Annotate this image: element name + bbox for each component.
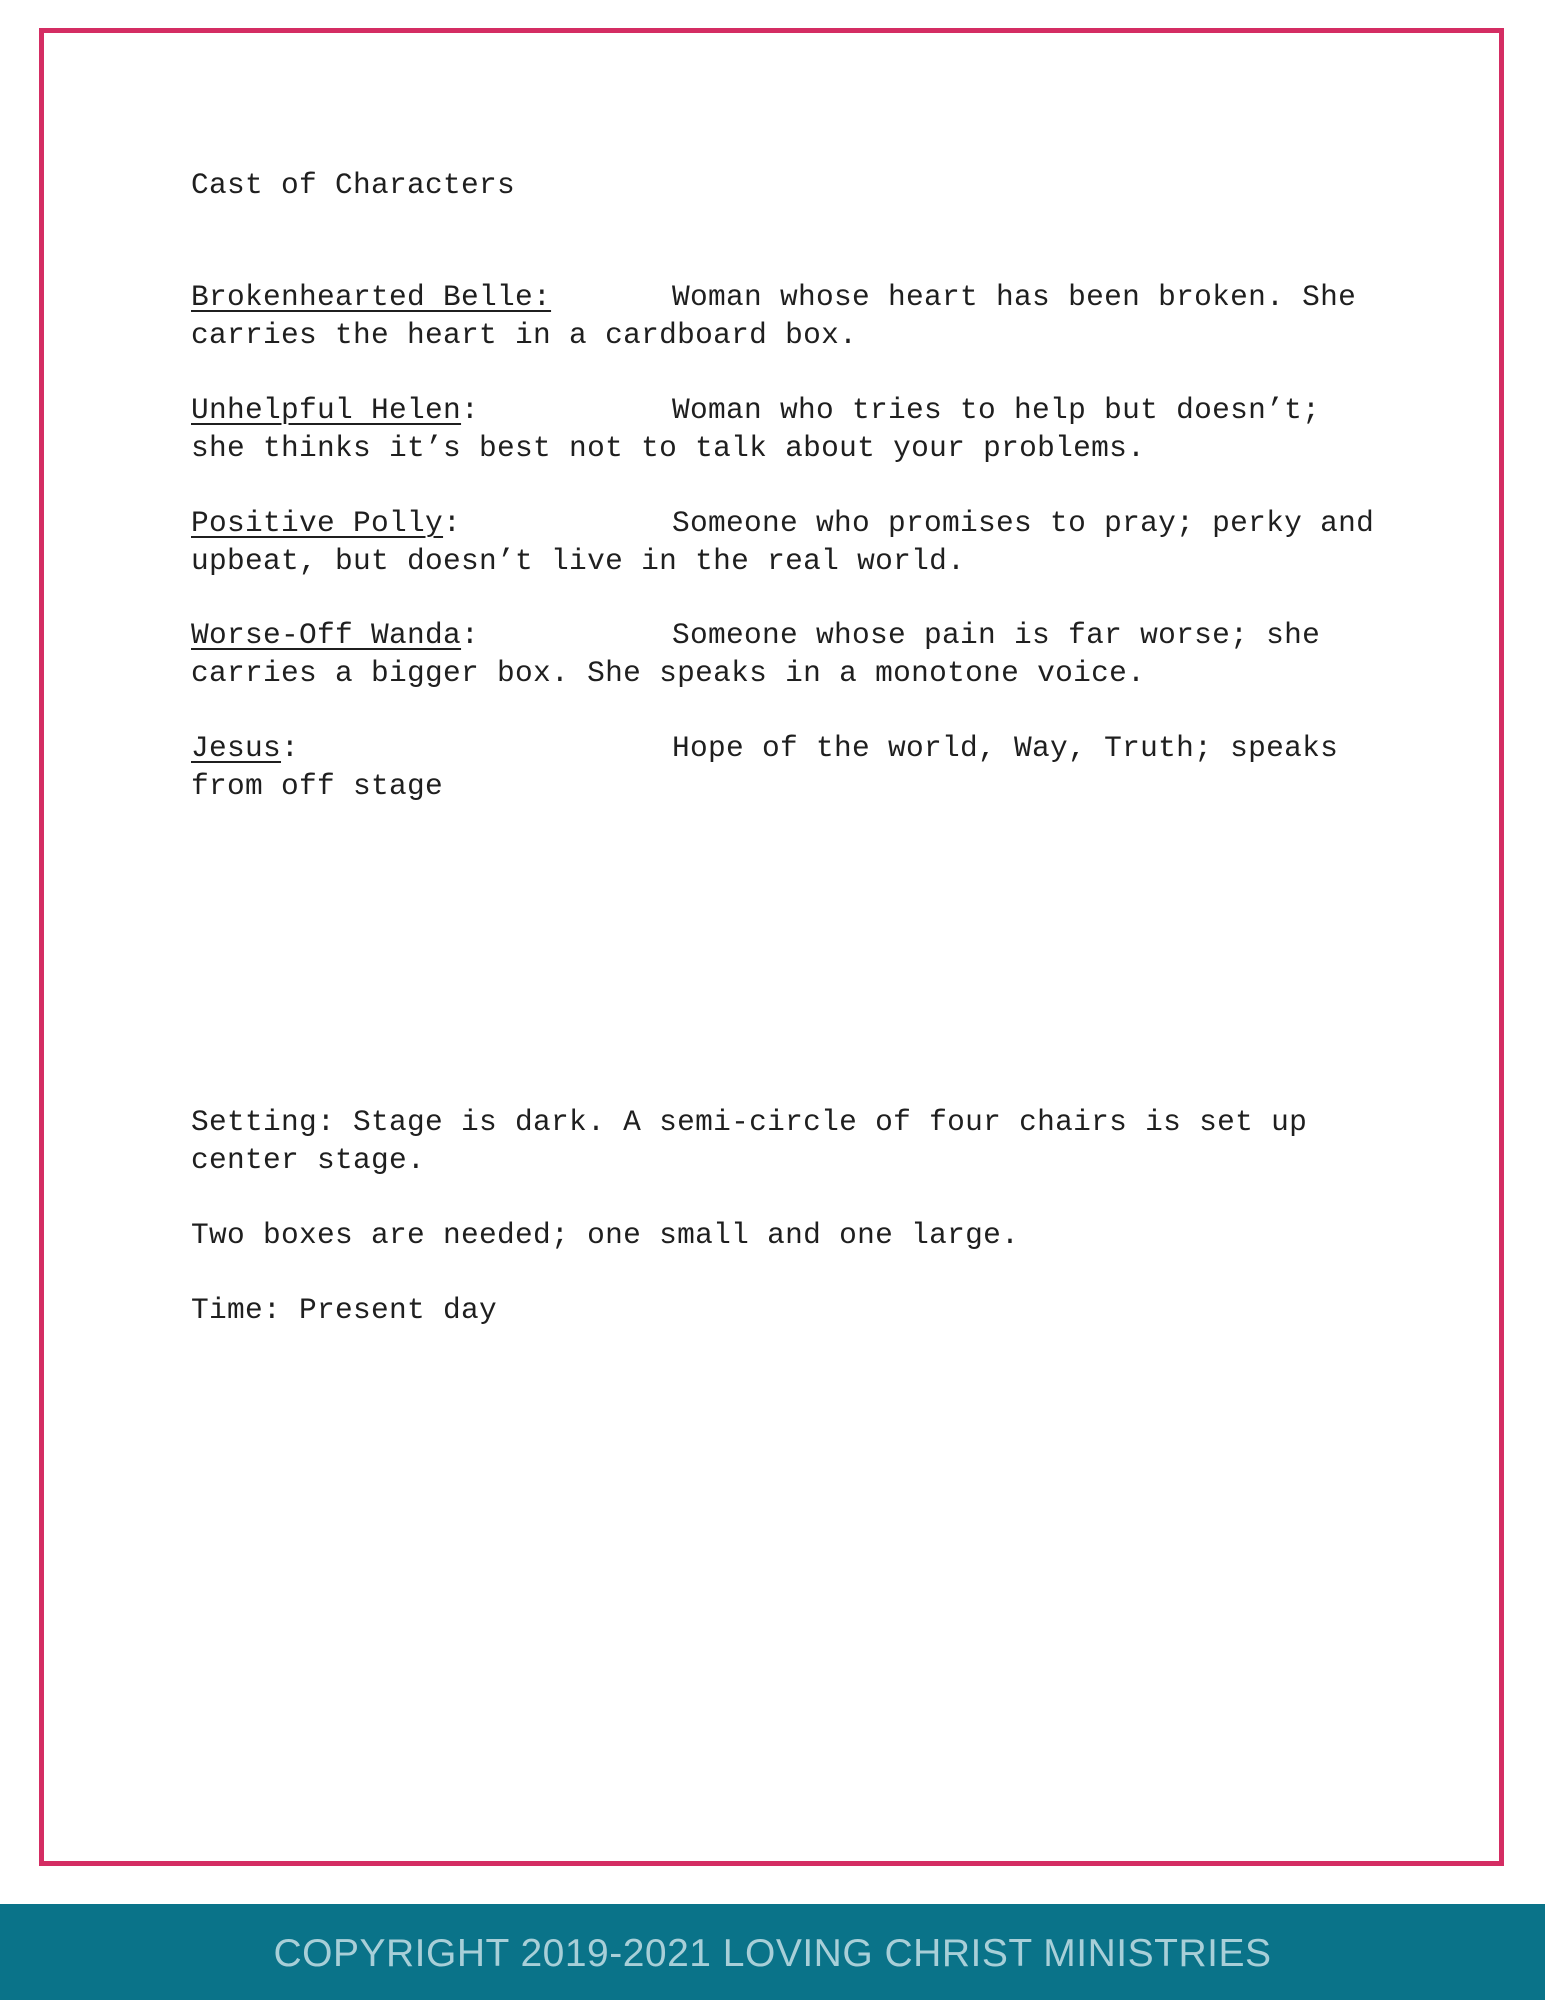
character-description: Woman who tries to help but doesn’t; (672, 393, 1321, 427)
cast-entry-polly (191, 505, 1451, 580)
character-name: Brokenhearted Belle: (191, 280, 552, 314)
character-description-cont: she thinks it’s best not to talk about your problems. (191, 430, 1146, 465)
copyright-text: COPYRIGHT 2019-2021 LOVING CHRIST MINISTRIES (273, 1932, 1272, 1975)
character-description: Hope of the world, Way, Truth; speaks (672, 731, 1339, 765)
character-name: Jesus: (191, 731, 300, 765)
character-description-cont: carries a bigger box. She speaks in a monotone voice. (191, 655, 1146, 690)
footer-band (0, 1904, 1545, 2000)
character-name: Unhelpful Helen: (191, 393, 480, 427)
character-name: Worse-Off Wanda: (191, 618, 480, 652)
cast-entry-belle (191, 279, 1451, 354)
page-title: Cast of Characters (191, 168, 516, 202)
character-description-cont: carries the heart in a cardboard box. (191, 317, 858, 352)
character-description-cont: upbeat, but doesn’t live in the real world. (191, 543, 966, 578)
cast-entry-wanda (191, 617, 1451, 692)
setting-line-2: center stage. (191, 1142, 426, 1177)
cast-entry-helen (191, 392, 1451, 467)
character-description: Woman whose heart has been broken. She (672, 280, 1357, 314)
props-note: Two boxes are needed; one small and one large. (191, 1218, 1020, 1252)
character-name: Positive Polly: (191, 506, 462, 540)
cast-entry-jesus (191, 730, 1451, 805)
character-description: Someone who promises to pray; perky and (672, 506, 1375, 540)
setting-line-1: Setting: Stage is dark. A semi-circle of four chairs is set up (191, 1105, 1308, 1139)
character-description-cont: from off stage (191, 768, 444, 803)
page-frame (39, 28, 1504, 1866)
character-description: Someone whose pain is far worse; she (672, 618, 1321, 652)
time-note: Time: Present day (191, 1293, 498, 1327)
